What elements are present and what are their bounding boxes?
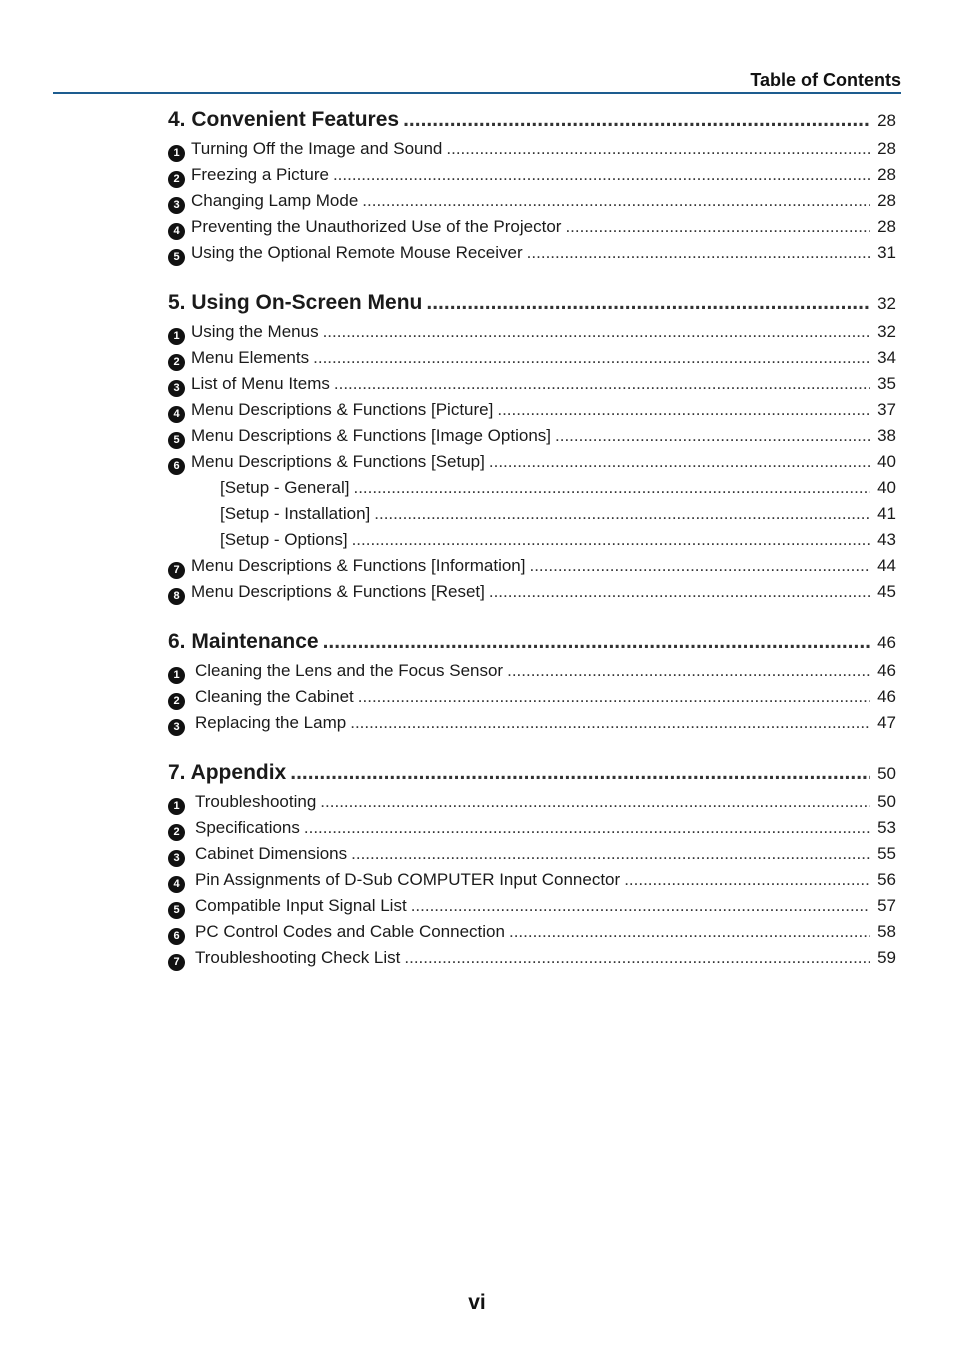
circled-number-icon: 4: [168, 406, 185, 423]
page-ref: 46: [877, 661, 896, 680]
dot-leader: [351, 841, 870, 867]
circled-number-icon: 7: [168, 562, 185, 579]
circled-number-icon: 2: [168, 693, 185, 710]
page-ref: 28: [877, 165, 896, 184]
page-ref: 46: [877, 687, 896, 706]
toc-section-heading[interactable]: [168, 627, 896, 658]
dot-leader: [529, 553, 870, 579]
toc-entry[interactable]: [168, 658, 896, 684]
entry-title: Preventing the Unauthorized Use of the Projector: [191, 217, 562, 236]
dot-leader: [374, 501, 870, 527]
toc-section: [168, 627, 896, 736]
dot-leader: [362, 188, 870, 214]
toc-section: [168, 758, 896, 971]
circled-number-icon: 5: [168, 432, 185, 449]
circled-number-icon: 6: [168, 928, 185, 945]
circled-number-icon: 6: [168, 458, 185, 475]
entry-title: [Setup - Options]: [220, 530, 348, 549]
page-ref: 28: [877, 139, 896, 158]
entry-title: Specifications: [195, 818, 300, 837]
section-title: 4. Convenient Features: [168, 108, 400, 131]
toc-entry[interactable]: [168, 553, 896, 579]
dot-leader: [353, 475, 870, 501]
toc-section-heading[interactable]: [168, 105, 896, 136]
entry-title: Cabinet Dimensions: [195, 844, 348, 863]
page-ref: 55: [877, 844, 896, 863]
entry-title: Troubleshooting Check List: [195, 948, 401, 967]
page-ref: 45: [877, 582, 896, 601]
toc-entry[interactable]: [168, 893, 896, 919]
dot-leader: [426, 288, 870, 318]
entry-title: Pin Assignments of D-Sub COMPUTER Input Connector: [195, 870, 621, 889]
toc-entry[interactable]: [168, 501, 896, 527]
entry-title: Cleaning the Cabinet: [195, 687, 354, 706]
dot-leader: [509, 919, 870, 945]
entry-title: Changing Lamp Mode: [191, 191, 359, 210]
entry-title: Menu Descriptions & Functions [Image Options]: [191, 426, 551, 445]
toc-entry[interactable]: [168, 710, 896, 736]
entry-title: PC Control Codes and Cable Connection: [195, 922, 505, 941]
circled-number-icon: 1: [168, 667, 185, 684]
entry-title: Using the Menus: [191, 322, 319, 341]
entry-title: Turning Off the Image and Sound: [191, 139, 443, 158]
entry-title: Menu Elements: [191, 348, 310, 367]
page-ref: 37: [877, 400, 896, 419]
dot-leader: [497, 397, 870, 423]
toc-entry[interactable]: [168, 345, 896, 371]
page-ref: 43: [877, 530, 896, 549]
toc-entry[interactable]: [168, 579, 896, 605]
entry-title: Menu Descriptions & Functions [Setup]: [191, 452, 485, 471]
toc-section-heading[interactable]: [168, 758, 896, 789]
toc-entry[interactable]: [168, 319, 896, 345]
page-ref: 28: [877, 217, 896, 236]
toc-entry[interactable]: [168, 188, 896, 214]
toc-entry[interactable]: [168, 136, 896, 162]
toc-entry[interactable]: [168, 397, 896, 423]
circled-number-icon: 4: [168, 223, 185, 240]
page-ref: 59: [877, 948, 896, 967]
toc-entry[interactable]: [168, 240, 896, 266]
dot-leader: [446, 136, 870, 162]
toc-entry[interactable]: [168, 867, 896, 893]
header-rule: [53, 92, 901, 94]
circled-number-icon: 3: [168, 197, 185, 214]
circled-number-icon: 5: [168, 902, 185, 919]
toc-section: [168, 288, 896, 605]
entry-title: Compatible Input Signal List: [195, 896, 407, 915]
circled-number-icon: 1: [168, 145, 185, 162]
toc-entry[interactable]: [168, 789, 896, 815]
toc-entry[interactable]: [168, 684, 896, 710]
dot-leader: [304, 815, 870, 841]
toc-section-heading[interactable]: [168, 288, 896, 319]
toc-entry[interactable]: [168, 423, 896, 449]
dot-leader: [527, 240, 870, 266]
section-title: 5. Using On-Screen Menu: [168, 291, 423, 314]
dot-leader: [555, 423, 870, 449]
page-ref: 35: [877, 374, 896, 393]
entry-title: Cleaning the Lens and the Focus Sensor: [195, 661, 504, 680]
table-of-contents: [168, 105, 896, 993]
dot-leader: [358, 684, 870, 710]
toc-entry[interactable]: [168, 815, 896, 841]
dot-leader: [352, 527, 870, 553]
dot-leader: [313, 345, 870, 371]
circled-number-icon: 1: [168, 798, 185, 815]
dot-leader: [323, 627, 870, 657]
circled-number-icon: 3: [168, 850, 185, 867]
toc-entry[interactable]: [168, 841, 896, 867]
dot-leader: [507, 658, 870, 684]
entry-title: List of Menu Items: [191, 374, 330, 393]
entry-title: [Setup - General]: [220, 478, 350, 497]
page-ref: 28: [877, 111, 896, 130]
entry-title: Menu Descriptions & Functions [Information]: [191, 556, 526, 575]
toc-entry[interactable]: [168, 449, 896, 475]
page-ref: 47: [877, 713, 896, 732]
dot-leader: [565, 214, 870, 240]
page-ref: 28: [877, 191, 896, 210]
entry-title: Replacing the Lamp: [195, 713, 347, 732]
toc-section: [168, 105, 896, 266]
page-ref: 32: [877, 322, 896, 341]
dot-leader: [403, 105, 870, 135]
entry-title: Menu Descriptions & Functions [Picture]: [191, 400, 494, 419]
dot-leader: [290, 758, 870, 788]
page-ref: 31: [877, 243, 896, 262]
page-ref: 58: [877, 922, 896, 941]
toc-entry[interactable]: [168, 371, 896, 397]
circled-number-icon: 2: [168, 171, 185, 188]
dot-leader: [334, 371, 870, 397]
section-title: 6. Maintenance: [168, 630, 319, 653]
circled-number-icon: 5: [168, 249, 185, 266]
page-ref: 38: [877, 426, 896, 445]
page-ref: 50: [877, 764, 896, 783]
entry-title: Troubleshooting: [195, 792, 317, 811]
circled-number-icon: 2: [168, 354, 185, 371]
toc-entry[interactable]: [168, 945, 896, 971]
dot-leader: [323, 319, 870, 345]
page-ref: 40: [877, 452, 896, 471]
page-ref: 53: [877, 818, 896, 837]
page-ref: 57: [877, 896, 896, 915]
page-ref: 56: [877, 870, 896, 889]
page-ref: 44: [877, 556, 896, 575]
circled-number-icon: 4: [168, 876, 185, 893]
toc-entry[interactable]: [168, 475, 896, 501]
dot-leader: [404, 945, 870, 971]
toc-entry[interactable]: [168, 162, 896, 188]
dot-leader: [489, 449, 870, 475]
page-ref: 34: [877, 348, 896, 367]
page-number: vi: [468, 1291, 486, 1314]
page-ref: 40: [877, 478, 896, 497]
section-title: 7. Appendix: [168, 761, 287, 784]
entry-title: Using the Optional Remote Mouse Receiver: [191, 243, 523, 262]
dot-leader: [624, 867, 870, 893]
entry-title: Menu Descriptions & Functions [Reset]: [191, 582, 485, 601]
page-ref: 50: [877, 792, 896, 811]
toc-entry[interactable]: [168, 214, 896, 240]
circled-number-icon: 7: [168, 954, 185, 971]
dot-leader: [320, 789, 870, 815]
toc-entry[interactable]: [168, 527, 896, 553]
page-ref: 46: [877, 633, 896, 652]
toc-entry[interactable]: [168, 919, 896, 945]
entry-title: [Setup - Installation]: [220, 504, 371, 523]
entry-title: Freezing a Picture: [191, 165, 329, 184]
dot-leader: [489, 579, 870, 605]
circled-number-icon: 3: [168, 719, 185, 736]
circled-number-icon: 1: [168, 328, 185, 345]
dot-leader: [333, 162, 870, 188]
circled-number-icon: 3: [168, 380, 185, 397]
running-header: Table of Contents: [750, 70, 901, 90]
page-ref: 41: [877, 504, 896, 523]
page-ref: 32: [877, 294, 896, 313]
dot-leader: [411, 893, 870, 919]
dot-leader: [350, 710, 870, 736]
circled-number-icon: 2: [168, 824, 185, 841]
circled-number-icon: 8: [168, 588, 185, 605]
